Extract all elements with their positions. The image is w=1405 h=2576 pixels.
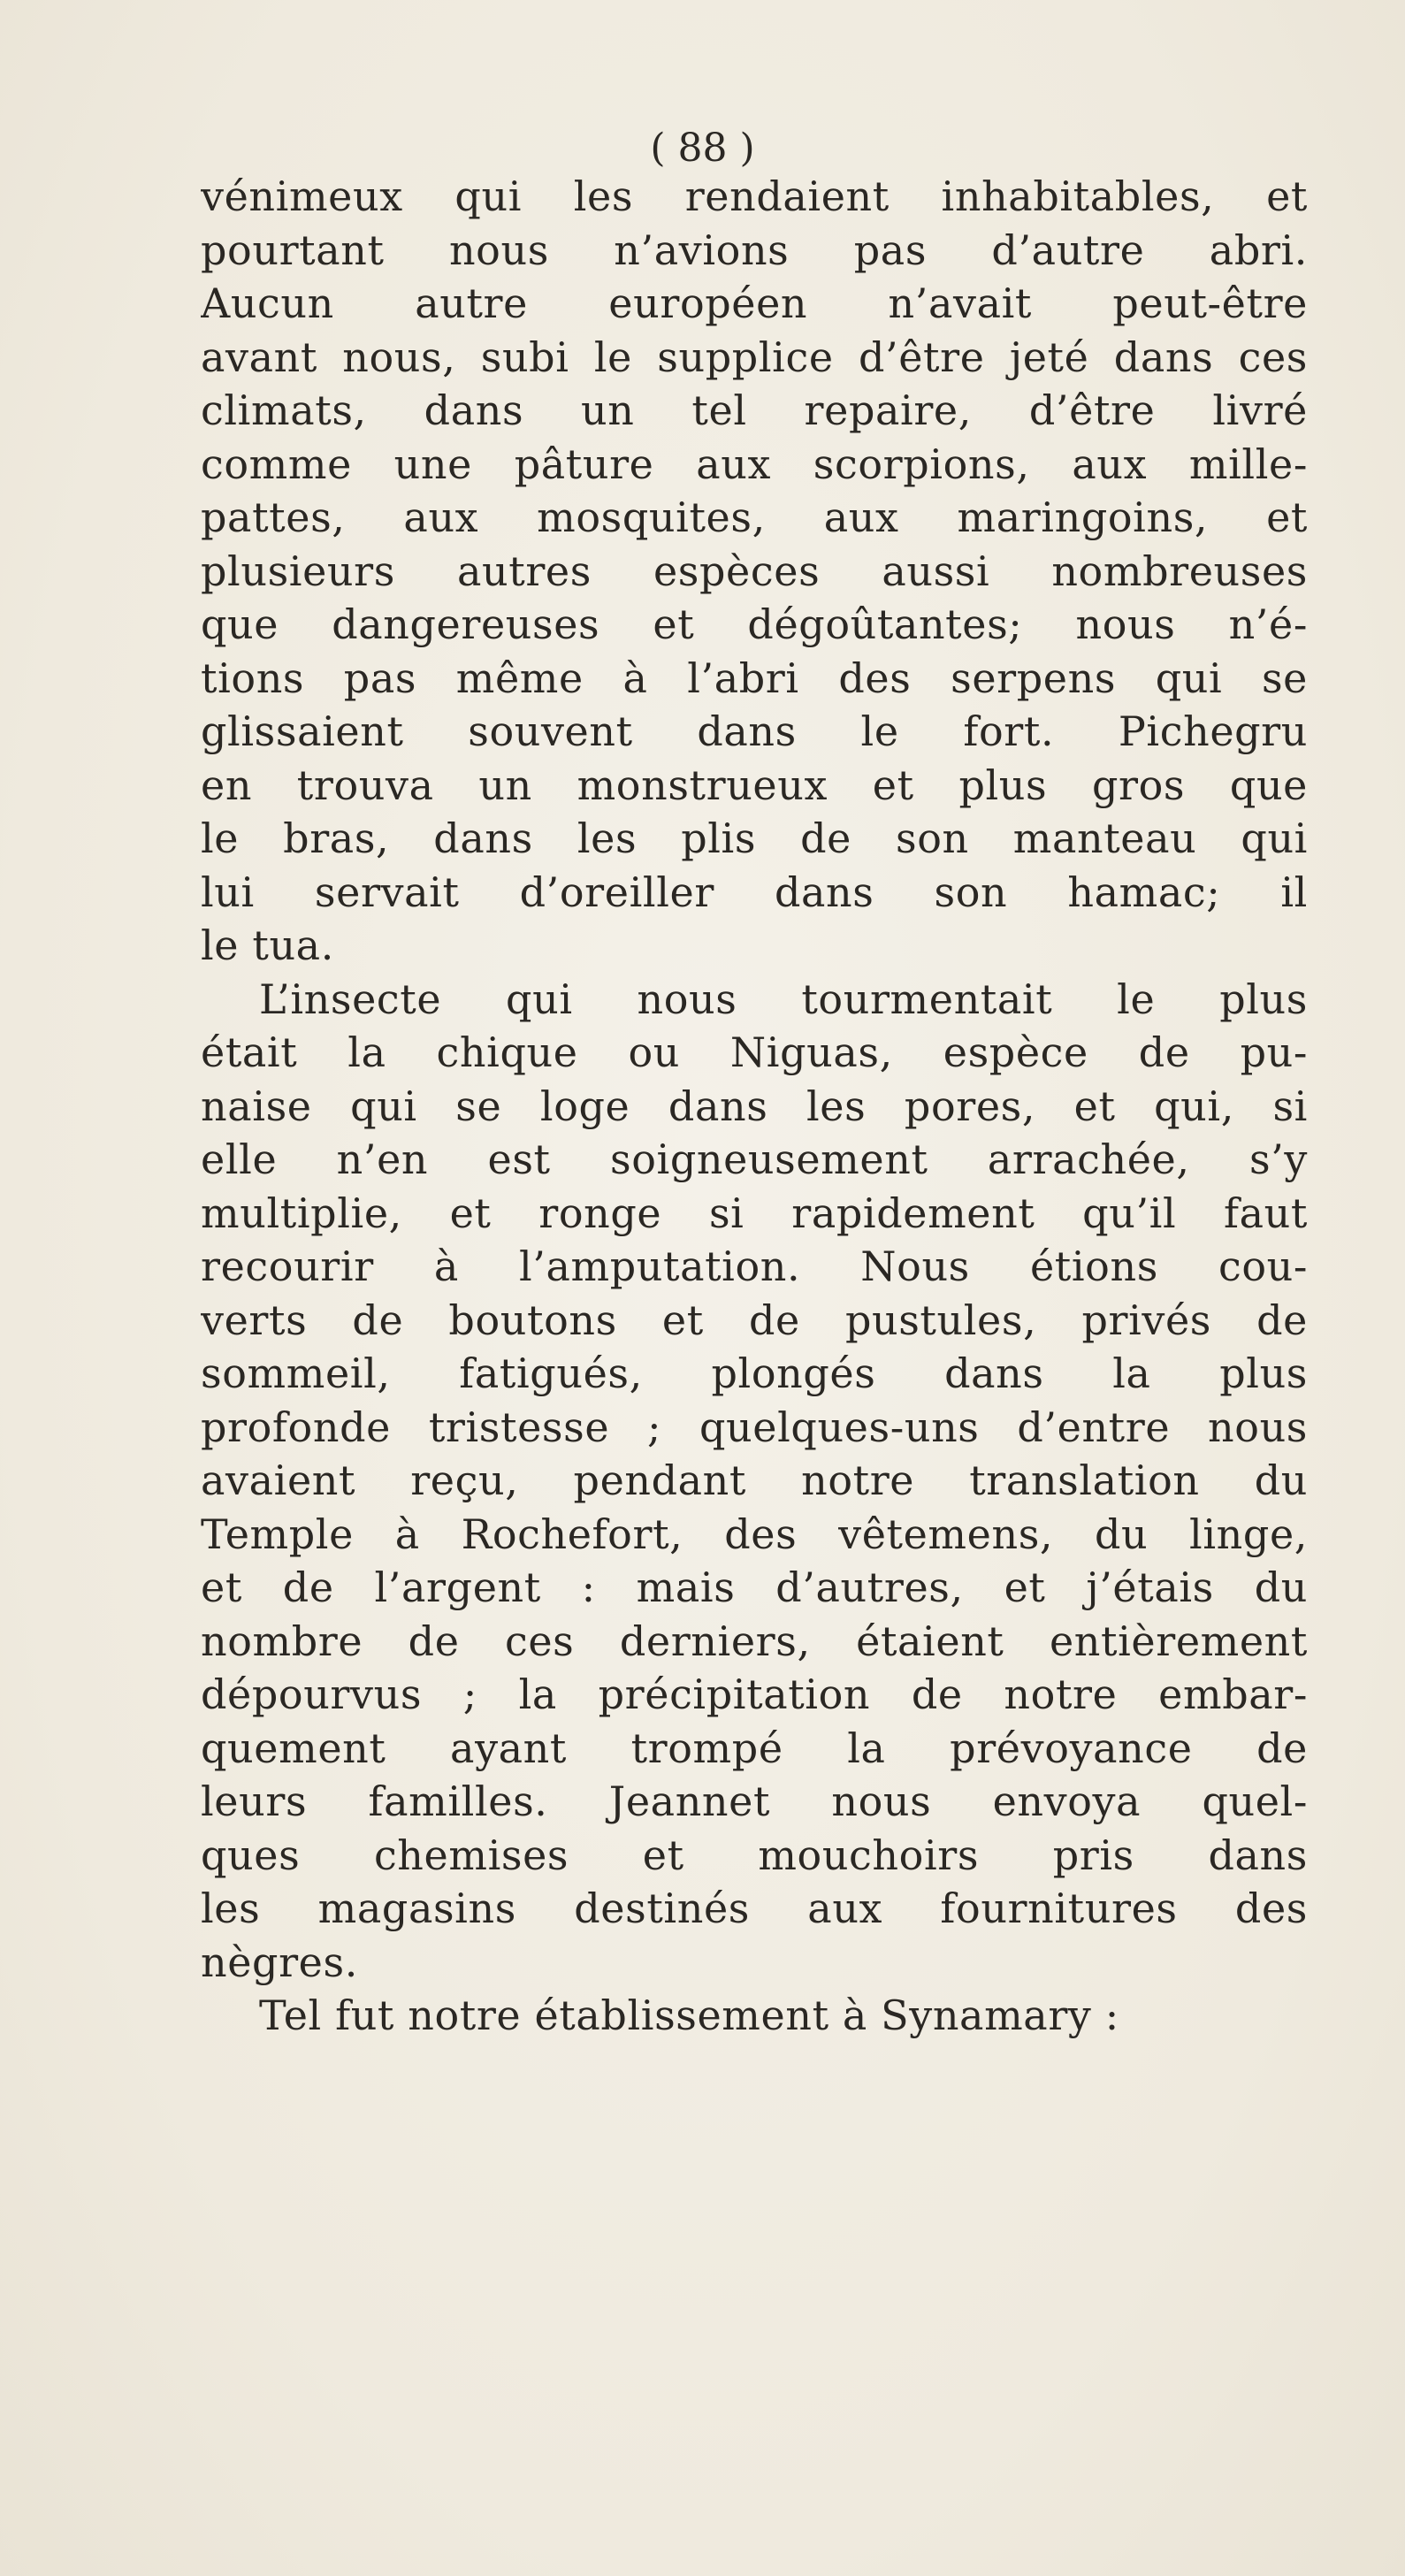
text-line: les magasins destinés aux fournitures des <box>201 1884 1308 1932</box>
text-line: pattes, aux mosquites, aux maringoins, et <box>201 493 1308 541</box>
text-line: nombre de ces derniers, étaient entièrement <box>201 1617 1308 1665</box>
text-line: dépourvus ; la précipitation de notre embar- <box>201 1670 1308 1718</box>
text-line: elle n’en est soigneusement arrachée, s’y <box>201 1135 1308 1183</box>
text-line: verts de boutons et de pustules, privés de <box>201 1296 1308 1344</box>
text-line: avant nous, subi le supplice d’être jeté dans ces <box>201 333 1308 381</box>
text-line: pourtant nous n’avions pas d’autre abri. <box>201 225 1308 274</box>
text-line: vénimeux qui les rendaient inhabitables, et <box>201 172 1308 220</box>
text-line: Tel fut notre établissement à Synamary : <box>259 1991 1119 2039</box>
text-line: Temple à Rochefort, des vêtemens, du linge, <box>201 1510 1308 1558</box>
text-line: leurs familles. Jeannet nous envoya quel- <box>201 1777 1308 1825</box>
text-line: profonde tristesse ; quelques-uns d’entre nous <box>201 1403 1308 1451</box>
text-line: comme une pâture aux scorpions, aux mille- <box>201 440 1308 488</box>
text-line: glissaient souvent dans le fort. Pichegru <box>201 707 1308 755</box>
text-line: ques chemises et mouchoirs pris dans <box>201 1831 1308 1879</box>
text-line: recourir à l’amputation. Nous étions cou- <box>201 1242 1308 1290</box>
text-line: climats, dans un tel repaire, d’être livré <box>201 386 1308 434</box>
text-line: multiplie, et ronge si rapidement qu’il faut <box>201 1189 1308 1237</box>
text-line: quement ayant trompé la prévoyance de <box>201 1724 1308 1772</box>
text-line: L’insecte qui nous tourmentait le plus <box>259 975 1308 1023</box>
text-line: était la chique ou Niguas, espèce de pu- <box>201 1028 1308 1076</box>
text-line: tions pas même à l’abri des serpens qui se <box>201 654 1308 702</box>
page-number: ( 88 ) <box>650 126 755 171</box>
text-line: le tua. <box>201 921 334 969</box>
text-line: que dangereuses et dégoûtantes; nous n’é- <box>201 600 1308 648</box>
body-text <box>201 170 1308 2043</box>
text-line: naise qui se loge dans les pores, et qui, si <box>201 1082 1308 1130</box>
text-line: nègres. <box>201 1938 358 1986</box>
text-line: Aucun autre européen n’avait peut-être <box>201 279 1308 327</box>
text-line: et de l’argent : mais d’autres, et j’étais du <box>201 1563 1308 1611</box>
text-line: plusieurs autres espèces aussi nombreuses <box>201 547 1308 595</box>
text-line: avaient reçu, pendant notre translation du <box>201 1456 1308 1504</box>
text-line: sommeil, fatigués, plongés dans la plus <box>201 1349 1308 1397</box>
text-line: lui servait d’oreiller dans son hamac; il <box>201 868 1308 916</box>
text-line: le bras, dans les plis de son manteau qui <box>201 814 1308 862</box>
text-line: en trouva un monstrueux et plus gros que <box>201 761 1308 809</box>
